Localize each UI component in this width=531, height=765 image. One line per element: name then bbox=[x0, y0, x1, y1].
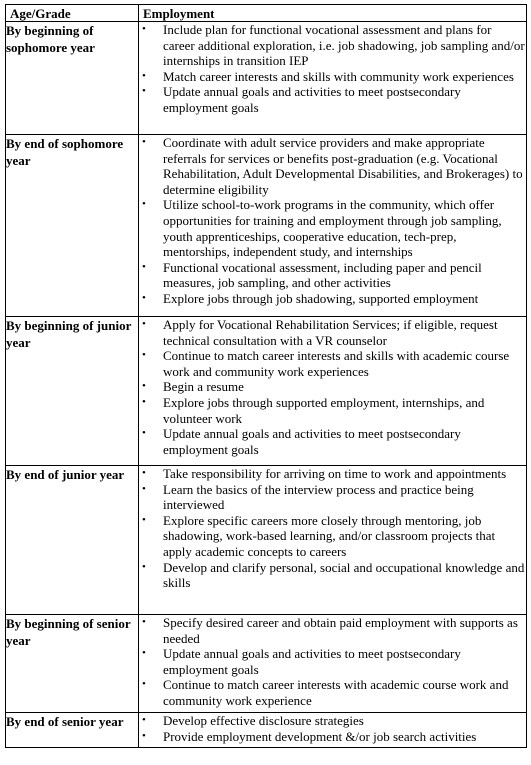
bullet-icon: • bbox=[142, 513, 146, 526]
list-item: • Explore jobs through job shadowing, supported employment bbox=[142, 290, 479, 306]
age-grade-cell: By beginning of junior year bbox=[6, 317, 139, 466]
bullet-icon: • bbox=[142, 69, 146, 82]
table-header-row bbox=[6, 5, 527, 22]
table-row bbox=[6, 135, 527, 317]
table-row bbox=[6, 713, 527, 748]
employment-list bbox=[139, 135, 526, 307]
employment-list bbox=[139, 317, 526, 457]
bullet-icon: • bbox=[142, 482, 146, 495]
list-item: • Develop and clarify personal, social and occupational knowledge and skills bbox=[142, 559, 525, 591]
employment-cell bbox=[139, 317, 527, 466]
list-item: • Explore jobs through supported employment, internships, and volunteer work bbox=[142, 394, 485, 426]
employment-list bbox=[139, 713, 526, 744]
bullet-icon: • bbox=[142, 380, 146, 393]
table-row bbox=[6, 22, 527, 135]
bullet-icon: • bbox=[142, 678, 146, 691]
employment-cell bbox=[139, 135, 527, 317]
list-item: • Learn the basics of the interview process and practice being interviewed bbox=[142, 481, 474, 513]
list-item: • Continue to match career interests and skills with academic course work and community work experiences bbox=[142, 348, 510, 379]
list-item: • Specify desired career and obtain paid employment with supports as needed bbox=[142, 615, 518, 646]
list-item: • Continue to match career interests with academic course work and community work experience bbox=[142, 677, 509, 708]
employment-cell bbox=[139, 615, 527, 713]
list-item: • Explore specific careers more closely through mentoring, job shadowing, work-based learning, and/or classroom projects that apply academic concepts to careers bbox=[142, 512, 496, 559]
bullet-icon: • bbox=[142, 198, 146, 211]
list-item: • Utilize school-to-work programs in the community, which offer opportunities for training and employment through job sampling, youth apprenticeships, cooperative education, tech-prep, mentorships, independent study, and internships bbox=[142, 197, 502, 260]
list-item: • Match career interests and skills with community work experiences bbox=[142, 68, 514, 84]
header-age-grade: Age/Grade bbox=[6, 5, 139, 22]
bullet-icon: • bbox=[142, 729, 146, 742]
employment-cell bbox=[139, 466, 527, 615]
bullet-icon: • bbox=[142, 318, 146, 330]
list-item: • Begin a resume bbox=[142, 379, 244, 395]
bullet-icon: • bbox=[142, 85, 146, 98]
employment-cell bbox=[139, 22, 527, 135]
bullet-icon: • bbox=[142, 467, 146, 479]
age-grade-cell: By beginning of sophomore year bbox=[6, 22, 139, 135]
age-grade-cell: By end of junior year bbox=[6, 466, 139, 615]
bullet-icon: • bbox=[142, 349, 146, 362]
list-item: • Develop effective disclosure strategies bbox=[142, 713, 364, 728]
bullet-icon: • bbox=[142, 260, 146, 273]
employment-list bbox=[139, 466, 526, 591]
table-row bbox=[6, 466, 527, 615]
list-item: • Update annual goals and activities to meet postsecondary employment goals bbox=[142, 84, 461, 115]
bullet-icon: • bbox=[142, 136, 146, 148]
age-grade-cell: By end of sophomore year bbox=[6, 135, 139, 317]
bullet-icon: • bbox=[142, 291, 146, 304]
list-item: • Coordinate with adult service providers and make appropriate referrals for services or benefits post-graduation (e.g. Vocational Rehabilitation, Adult Developmental Disabilities, and Brokerages) to determine eligibility bbox=[142, 135, 523, 197]
list-item: • Take responsibility for arriving on time to work and appointments bbox=[142, 466, 507, 481]
transition-employment-table bbox=[5, 4, 527, 748]
employment-list bbox=[139, 22, 526, 116]
table-row bbox=[6, 317, 527, 466]
list-item: • Provide employment development &/or job search activities bbox=[142, 728, 477, 744]
table-row bbox=[6, 615, 527, 713]
bullet-icon: • bbox=[142, 647, 146, 660]
bullet-icon: • bbox=[142, 616, 146, 628]
list-item: • Include plan for functional vocational assessment and plans for career additional exploration, i.e. job shadowing, job sampling and/or internships in transition IEP bbox=[142, 22, 525, 69]
list-item: • Update annual goals and activities to meet postsecondary employment goals bbox=[142, 646, 461, 677]
list-item: • Apply for Vocational Rehabilitation Services; if eligible, request technical consultation with a VR counselor bbox=[142, 317, 498, 348]
bullet-icon: • bbox=[142, 427, 146, 440]
employment-cell bbox=[139, 713, 527, 748]
list-item: • Update annual goals and activities to meet postsecondary employment goals bbox=[142, 426, 461, 457]
age-grade-cell: By end of senior year bbox=[6, 713, 139, 748]
bullet-icon: • bbox=[142, 395, 146, 408]
age-grade-cell: By beginning of senior year bbox=[6, 615, 139, 713]
list-item: • Functional vocational assessment, including paper and pencil measures, job sampling, and other activities bbox=[142, 259, 482, 291]
bullet-icon: • bbox=[142, 714, 146, 726]
bullet-icon: • bbox=[142, 560, 146, 573]
employment-list bbox=[139, 615, 526, 709]
header-employment: Employment bbox=[139, 5, 527, 22]
bullet-icon: • bbox=[142, 23, 146, 35]
